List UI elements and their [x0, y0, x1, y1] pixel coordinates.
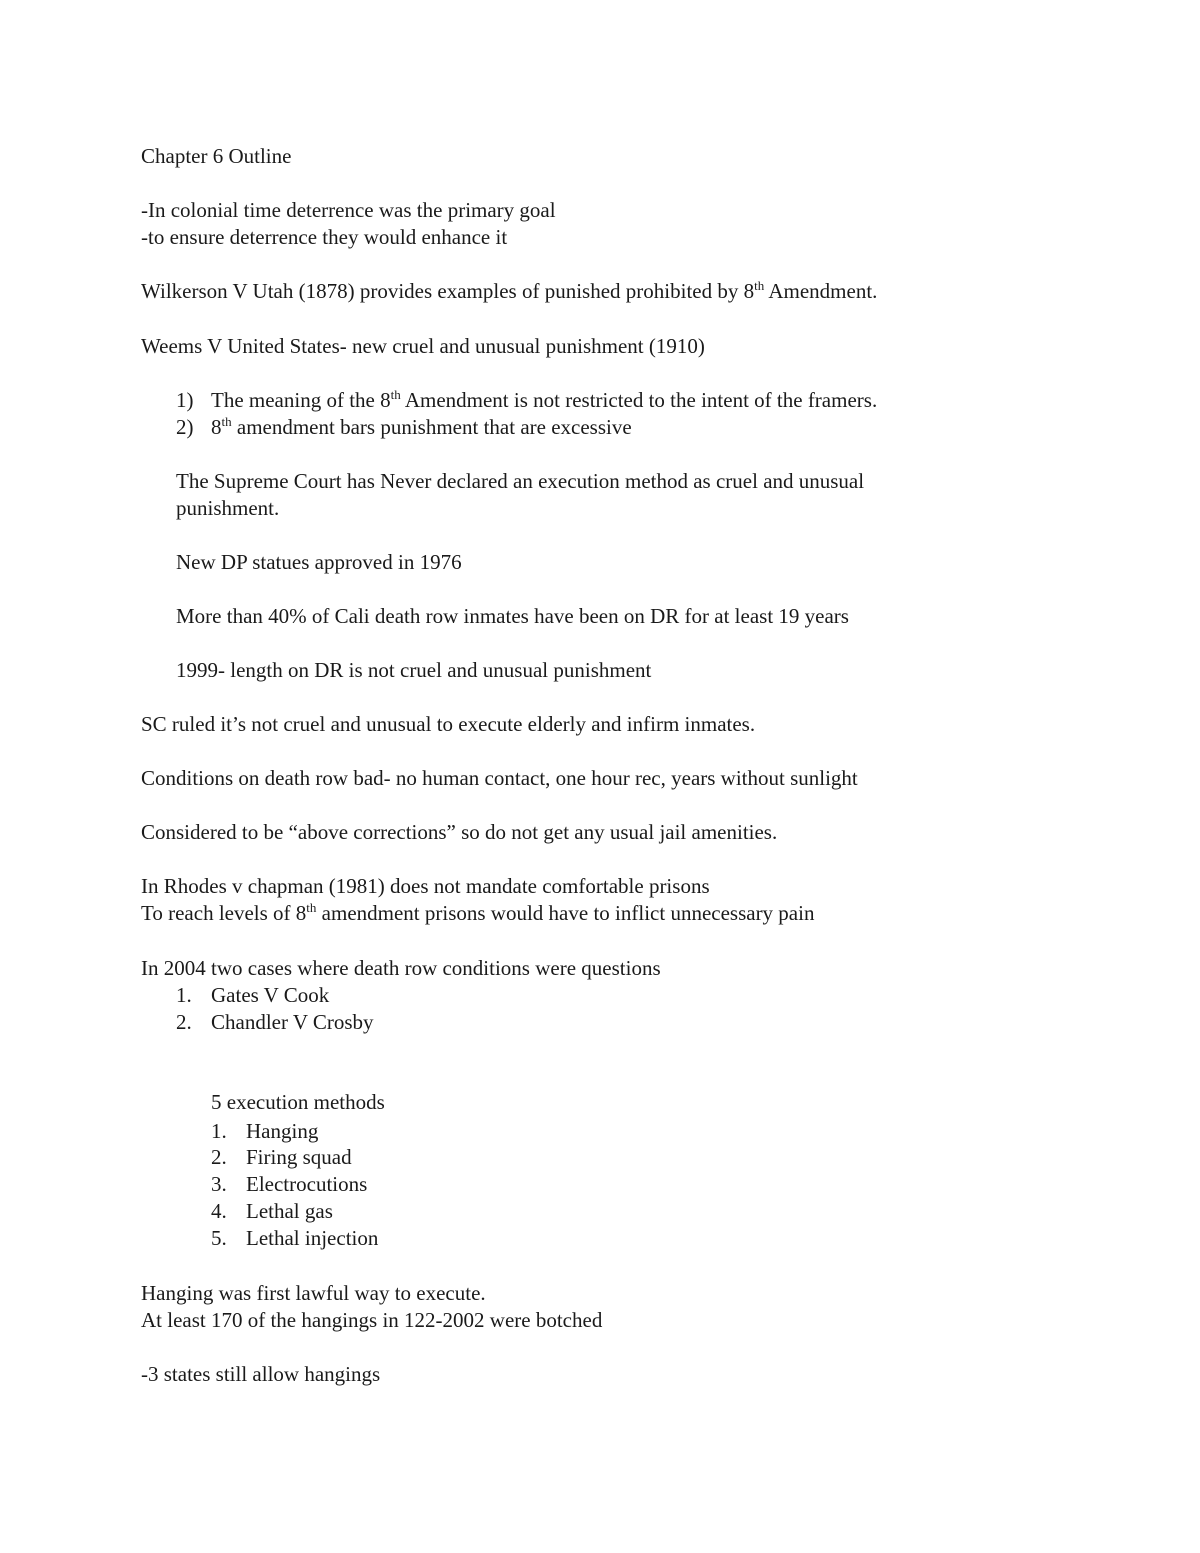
year-1999-line: 1999- length on DR is not cruel and unusual punishment — [176, 658, 652, 682]
supreme-court-line-2: punishment. — [176, 496, 280, 520]
case-item-1: Gates V Cook — [211, 983, 330, 1007]
hanging-line-2: At least 170 of the hangings in 122-2002 were botched — [141, 1308, 603, 1332]
methods-heading: 5 execution methods — [211, 1090, 385, 1114]
list-number: 1. — [211, 1119, 227, 1143]
method-item-2: Firing squad — [246, 1145, 352, 1169]
states-line: -3 states still allow hangings — [141, 1362, 381, 1386]
reach-line — [141, 900, 814, 927]
supreme-court-line-1: The Supreme Court has Never declared an execution method as cruel and unusual — [176, 469, 865, 493]
superscript-th: th — [221, 414, 232, 429]
sc-ruled-paragraph: SC ruled it’s not cruel and unusual to execute elderly and infirm inmates. — [141, 712, 756, 736]
dp-statues-line: New DP statues approved in 1976 — [176, 550, 462, 574]
wilkerson-paragraph — [141, 278, 877, 305]
conditions-paragraph: Conditions on death row bad- no human contact, one hour rec, years without sunlight — [141, 766, 858, 790]
hanging-line-1: Hanging was first lawful way to execute. — [141, 1281, 486, 1305]
cases-2004-line: In 2004 two cases where death row conditions were questions — [141, 956, 661, 980]
method-item-3: Electrocutions — [246, 1172, 368, 1196]
intro-line-1: -In colonial time deterrence was the primary goal — [141, 198, 556, 222]
method-item-1: Hanging — [246, 1119, 319, 1143]
list-number: 1) — [176, 388, 194, 412]
weems-point-text: 8 — [211, 415, 222, 439]
superscript-th: th — [306, 900, 317, 915]
weems-point-1 — [211, 387, 877, 414]
wilkerson-text: Wilkerson V Utah (1878) provides examples of punished prohibited by 8 — [141, 279, 755, 303]
considered-paragraph: Considered to be “above corrections” so do not get any usual jail amenities. — [141, 820, 778, 844]
document-title: Chapter 6 Outline — [141, 144, 292, 168]
intro-line-2: -to ensure deterrence they would enhance it — [141, 225, 508, 249]
weems-point-2 — [211, 414, 632, 441]
method-item-4: Lethal gas — [246, 1199, 333, 1223]
reach-text: To reach levels of 8 — [141, 901, 307, 925]
list-number: 2. — [176, 1010, 192, 1034]
weems-point-text-end: Amendment is not restricted to the intent of the framers. — [400, 388, 878, 412]
case-item-2: Chandler V Crosby — [211, 1010, 374, 1034]
list-number: 2. — [211, 1145, 227, 1169]
method-item-5: Lethal injection — [246, 1226, 379, 1250]
cali-line: More than 40% of Cali death row inmates have been on DR for at least 19 years — [176, 604, 849, 628]
list-number: 2) — [176, 415, 194, 439]
list-number: 3. — [211, 1172, 227, 1196]
reach-text-end: amendment prisons would have to inflict unnecessary pain — [316, 901, 815, 925]
list-number: 1. — [176, 983, 192, 1007]
weems-point-text: The meaning of the 8 — [211, 388, 391, 412]
superscript-th: th — [754, 278, 765, 293]
wilkerson-text-end: Amendment. — [764, 279, 878, 303]
list-number: 5. — [211, 1226, 227, 1250]
weems-point-text-end: amendment bars punishment that are excessive — [231, 415, 632, 439]
superscript-th: th — [390, 387, 401, 402]
rhodes-line: In Rhodes v chapman (1981) does not mandate comfortable prisons — [141, 874, 710, 898]
list-number: 4. — [211, 1199, 227, 1223]
weems-paragraph: Weems V United States- new cruel and unusual punishment (1910) — [141, 334, 705, 358]
